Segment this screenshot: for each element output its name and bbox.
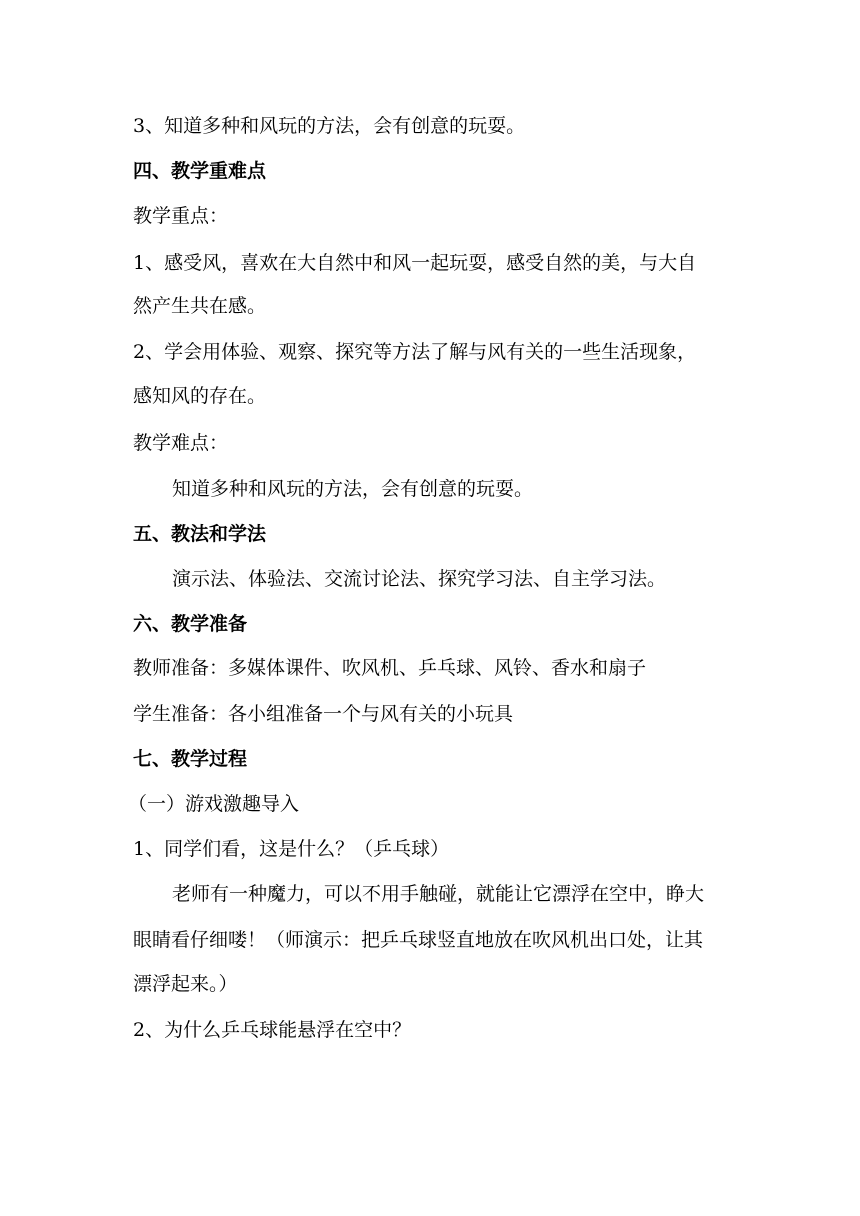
difficult-points-label: 教学难点： [133, 432, 229, 454]
section-heading-methods: 五、教法和学法 [133, 523, 267, 545]
process-step-1: 1、同学们看，这是什么？（乒乓球） [133, 838, 450, 860]
key-point-1-line-2: 然产生共在感。 [133, 295, 267, 317]
process-paragraph-line-1: 老师有一种魔力，可以不用手触碰，就能让它漂浮在空中，睁大 [172, 883, 705, 905]
section-heading-preparation: 六、教学准备 [133, 613, 248, 635]
section-heading-process: 七、教学过程 [133, 748, 248, 770]
key-points-label: 教学重点： [133, 205, 229, 227]
subsection-game-intro: （一）游戏激趣导入 [128, 793, 300, 815]
teacher-preparation: 教师准备：多媒体课件、吹风机、乒乓球、风铃、香水和扇子 [133, 657, 647, 679]
section-heading-key-points: 四、教学重难点 [133, 160, 267, 182]
process-paragraph-line-2: 眼睛看仔细喽！（师演示：把乒乓球竖直地放在吹风机出口处，让其 [133, 929, 704, 951]
objective-3: 3、知道多种和风玩的方法，会有创意的玩耍。 [133, 115, 526, 137]
difficult-point-text: 知道多种和风玩的方法，会有创意的玩耍。 [172, 478, 534, 500]
process-step-2: 2、为什么乒乓球能悬浮在空中？ [133, 1019, 412, 1041]
key-point-2-line-1: 2、学会用体验、观察、探究等方法了解与风有关的一些生活现象， [133, 341, 697, 363]
process-paragraph-line-3: 漂浮起来。） [133, 973, 238, 995]
methods-text: 演示法、体验法、交流讨论法、探究学习法、自主学习法。 [172, 568, 667, 590]
student-preparation: 学生准备：各小组准备一个与风有关的小玩具 [133, 703, 514, 725]
key-point-2-line-2: 感知风的存在。 [133, 385, 267, 407]
key-point-1-line-1: 1、感受风，喜欢在大自然中和风一起玩耍，感受自然的美，与大自 [133, 252, 697, 274]
